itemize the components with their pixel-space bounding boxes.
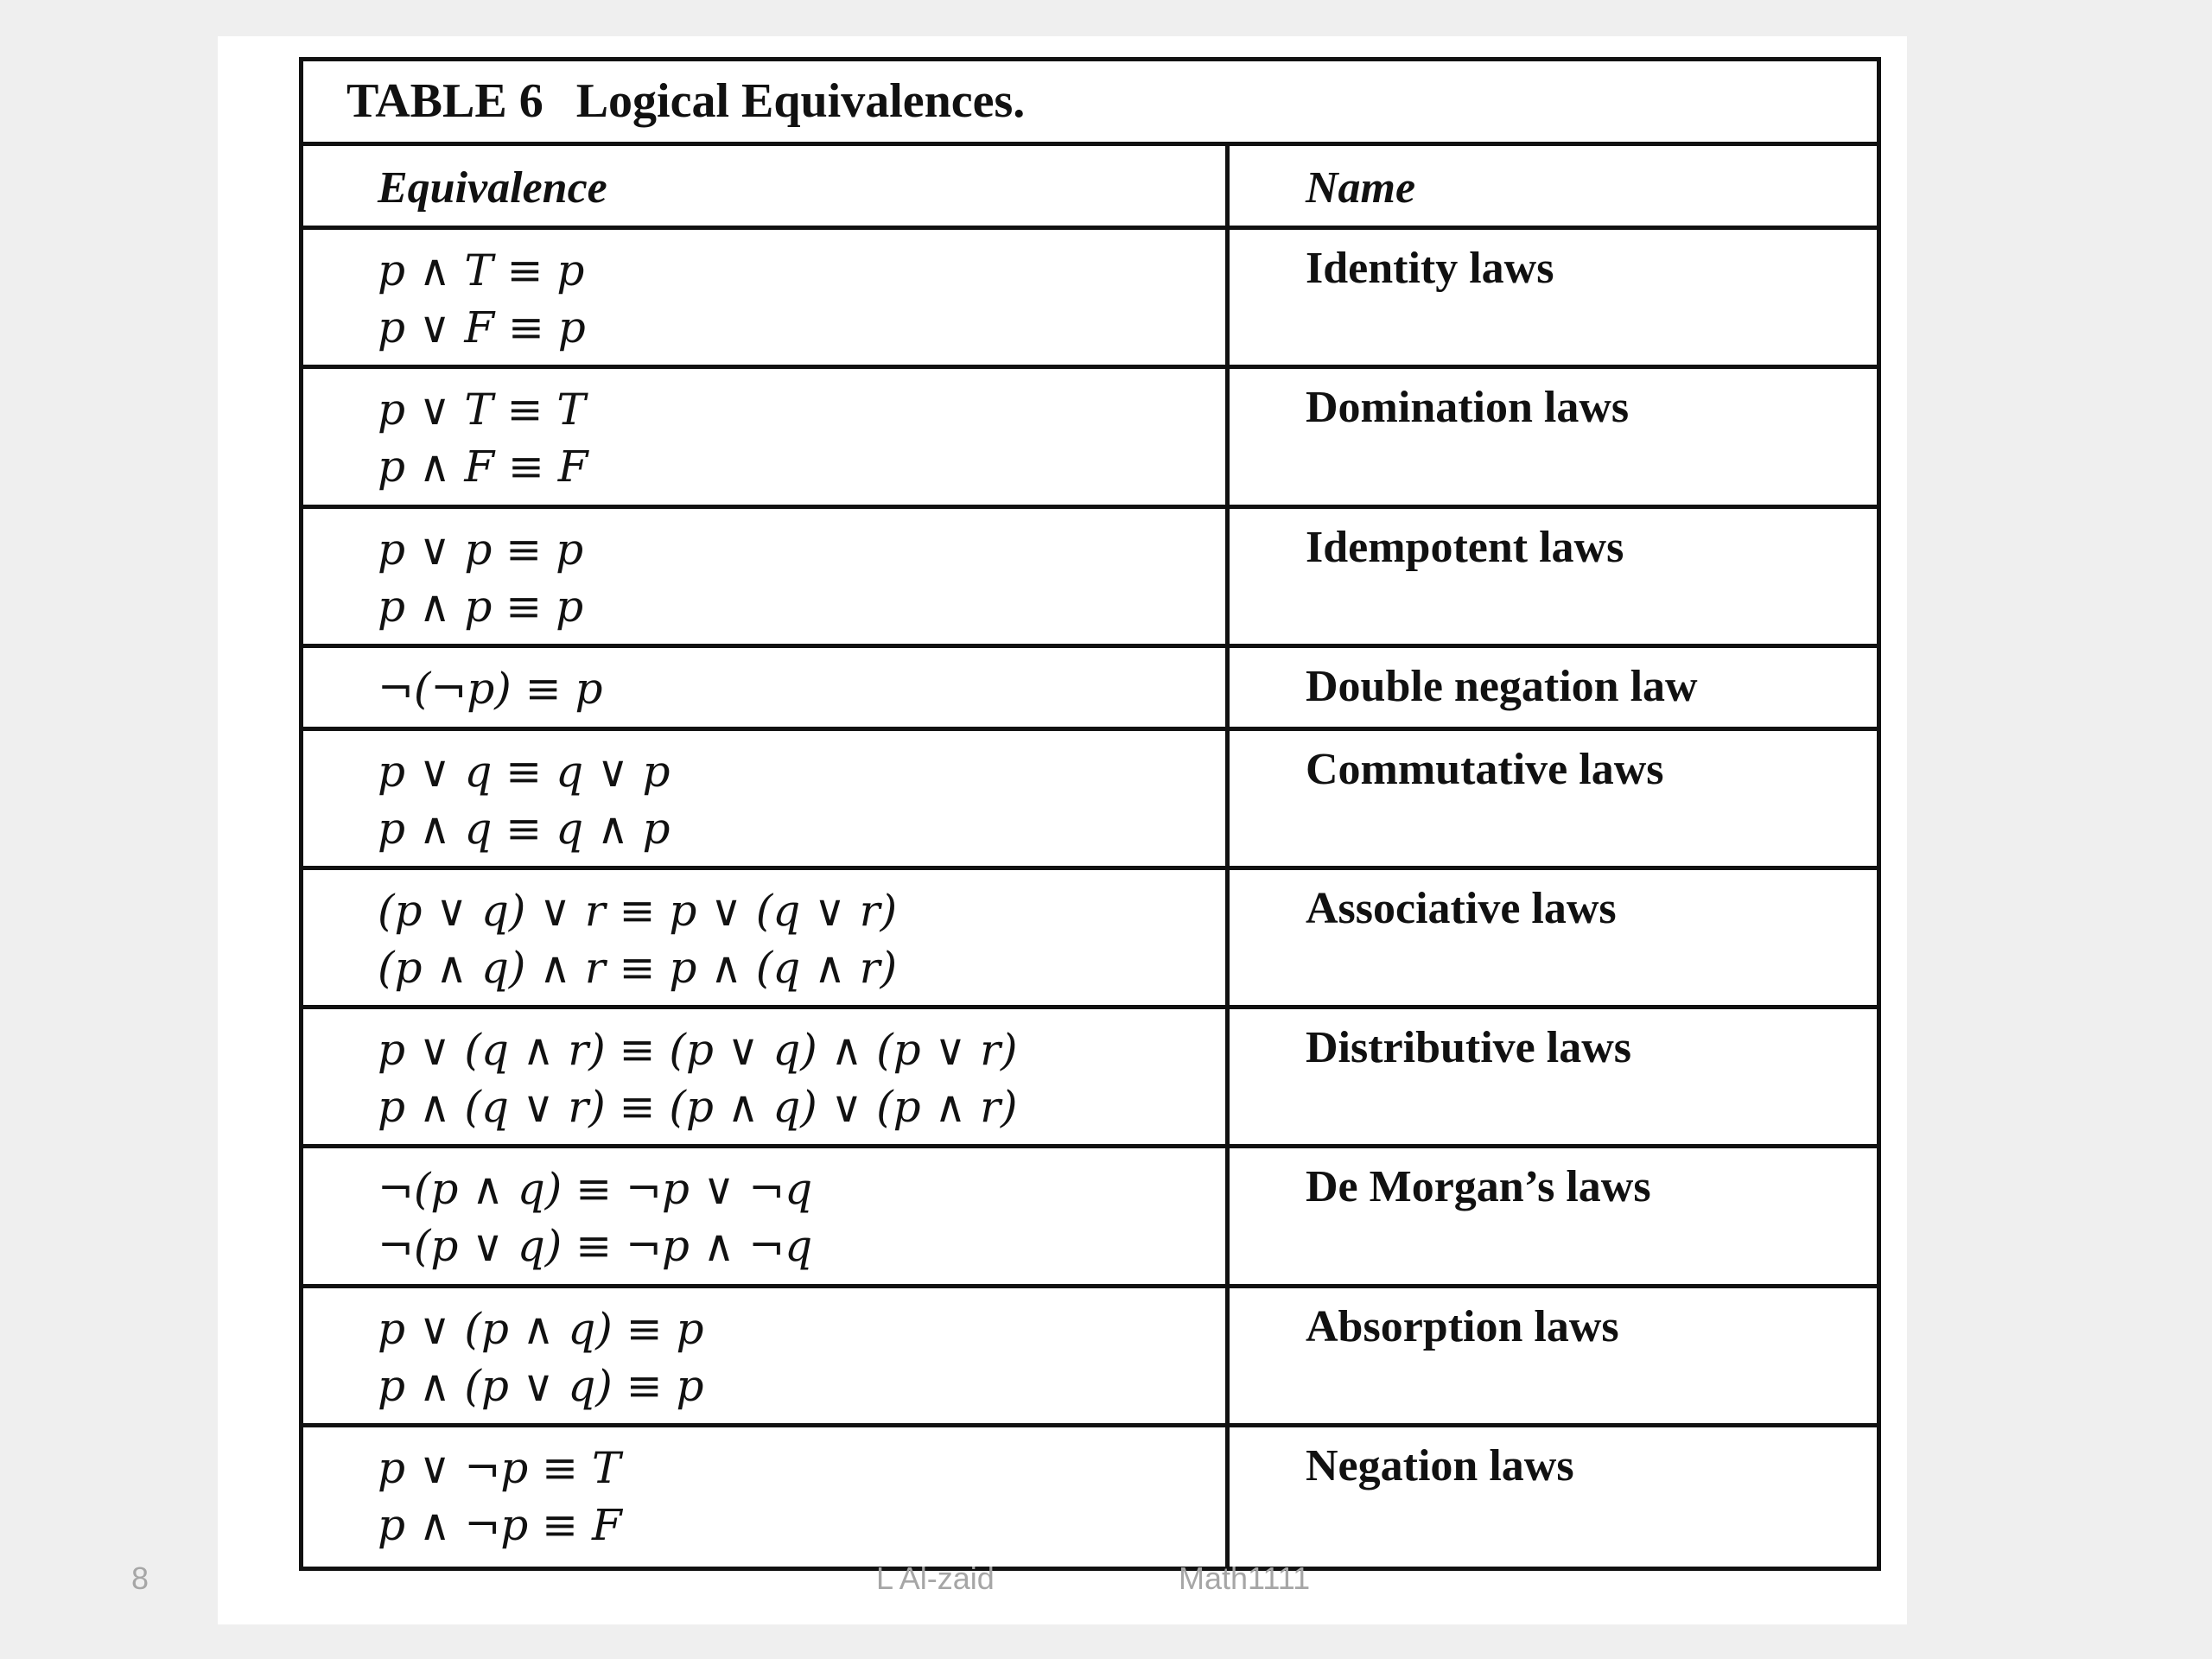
equivalence-cell [303,870,1230,1005]
equivalence-formula: p ∧ (p ∨ q) ≡ p [378,1360,704,1411]
equivalence-cell [303,509,1230,644]
table-row [303,1148,1877,1287]
table-row [303,509,1877,648]
equivalence-cell [303,1148,1230,1283]
table-row [303,230,1877,369]
equivalence-formula: p ∧ F ≡ F [378,442,588,493]
law-name-cell: Identity laws [1306,244,1554,294]
table-row [303,1288,1877,1427]
law-name-cell: Commutative laws [1306,744,1664,794]
equivalence-formula: p ∨ T ≡ T [378,385,586,435]
header-equivalence: Equivalence [303,146,1230,226]
law-name-cell: De Morgan’s laws [1306,1162,1651,1212]
header-name: Name [1306,162,1416,213]
equivalences-table [299,57,1881,1571]
table-row [303,1427,1877,1567]
table-row [303,731,1877,870]
equivalence-formula: p ∧ p ≡ p [378,581,584,632]
equivalence-formula: ¬(¬p) ≡ p [378,663,603,714]
equivalence-cell [303,648,1230,727]
equivalence-cell [303,369,1230,504]
equivalence-formula: p ∨ q ≡ q ∨ p [378,746,671,797]
law-name-cell: Idempotent laws [1306,522,1624,572]
law-name-cell: Double negation law [1306,661,1698,711]
law-name-cell: Associative laws [1306,883,1617,933]
equivalence-formula: p ∨ F ≡ p [378,302,586,353]
footer-author: L Al-zaid [876,1560,995,1596]
table-row [303,648,1877,731]
table-row [303,1009,1877,1148]
table-title-text: Logical Equivalences. [575,74,1026,129]
equivalence-formula: ¬(p ∨ q) ≡ ¬p ∧ ¬q [378,1221,813,1272]
equivalence-formula: p ∨ p ≡ p [378,524,584,575]
equivalence-cell [303,1009,1230,1144]
equivalence-cell [303,1427,1230,1567]
law-name-cell: Distributive laws [1306,1023,1631,1073]
equivalence-cell [303,1288,1230,1423]
page-number: 8 [131,1560,149,1596]
equivalence-cell [303,731,1230,866]
equivalence-cell [303,230,1230,365]
equivalence-formula: p ∨ (q ∧ r) ≡ (p ∨ q) ∧ (p ∨ r) [378,1025,1018,1076]
equivalence-formula: p ∨ (p ∧ q) ≡ p [378,1303,704,1354]
equivalence-formula: p ∧ ¬p ≡ F [378,1499,622,1550]
equivalence-formula: p ∨ ¬p ≡ T [378,1442,621,1493]
equivalence-formula: p ∧ (q ∨ r) ≡ (p ∧ q) ∨ (p ∧ r) [378,1082,1018,1133]
table-title [303,61,1877,146]
equivalence-formula: p ∧ T ≡ p [378,245,585,296]
equivalence-formula: (p ∨ q) ∨ r ≡ p ∨ (q ∨ r) [378,885,898,936]
law-name-cell: Absorption laws [1306,1301,1619,1351]
slide [218,36,1907,1624]
table-title-label: TABLE 6 [346,74,543,129]
table-row [303,369,1877,508]
equivalence-formula: (p ∧ q) ∧ r ≡ p ∧ (q ∧ r) [378,942,898,993]
table-row [303,870,1877,1009]
law-name-cell: Negation laws [1306,1440,1574,1491]
equivalence-formula: ¬(p ∧ q) ≡ ¬p ∨ ¬q [378,1164,813,1215]
law-name-cell: Domination laws [1306,383,1630,433]
equivalence-formula: p ∧ q ≡ q ∧ p [378,803,671,854]
table-header-row [303,146,1877,231]
footer-course: Math1111 [1179,1560,1311,1596]
